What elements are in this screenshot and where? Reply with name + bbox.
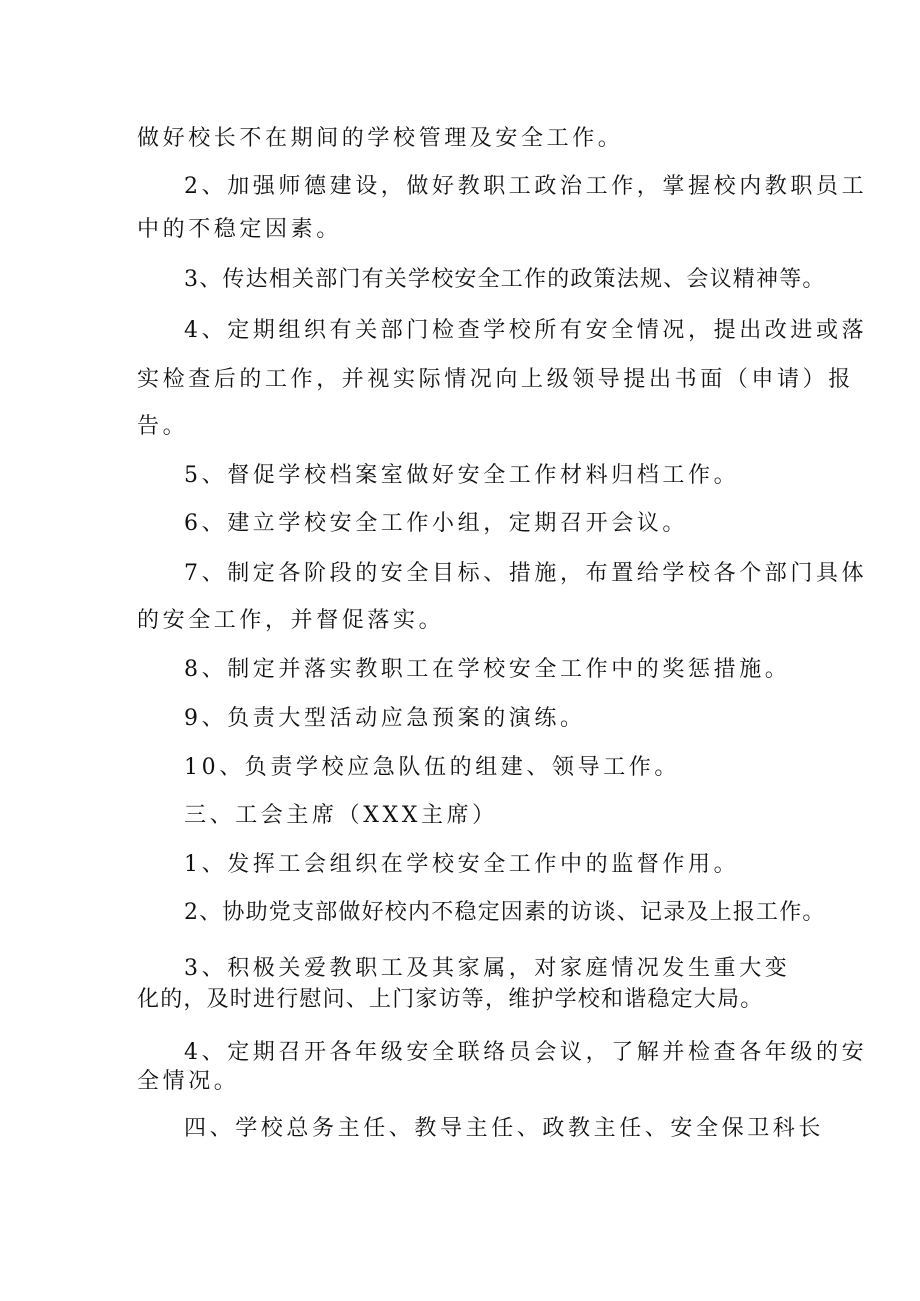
text-line: 3、积极关爱教职工及其家属，对家庭情况发生重大变 <box>184 956 791 981</box>
text-line: 10、负责学校应急队伍的组建、领导工作。 <box>184 755 680 780</box>
section-heading: 三、工会主席（XXX主席） <box>184 803 498 828</box>
text-line: 中的不稳定因素。 <box>137 217 342 242</box>
text-line: 的安全工作，并督促落实。 <box>137 608 445 633</box>
text-line: 全情况。 <box>137 1069 240 1094</box>
text-line: 化的，及时进行慰问、上门家访等，维护学校和谐稳定大局。 <box>137 987 764 1012</box>
text-line: 9、负责大型活动应急预案的演练。 <box>184 706 586 731</box>
text-line: 8、制定并落实教职工在学校安全工作中的奖惩措施。 <box>184 657 791 682</box>
text-line: 1、发挥工会组织在学校安全工作中的监督作用。 <box>184 852 740 877</box>
text-line: 4、定期组织有关部门检查学校所有安全情况，提出改进或落 <box>184 318 868 343</box>
text-line: 做好校长不在期间的学校管理及安全工作。 <box>137 126 624 151</box>
text-line: 2、加强师德建设，做好教职工政治工作，掌握校内教职员工 <box>184 174 868 199</box>
text-line: 实检查后的工作，并视实际情况向上级领导提出书面（申请）报 <box>137 367 854 392</box>
text-line: 2、协助党支部做好校内不稳定因素的访谈、记录及上报工作。 <box>184 900 826 925</box>
text-line: 4、定期召开各年级安全联络员会议，了解并检查各年级的安 <box>184 1040 868 1065</box>
text-line: 3、传达相关部门有关学校安全工作的政策法规、会议精神等。 <box>184 267 826 292</box>
text-line: 告。 <box>137 414 189 439</box>
section-heading: 四、学校总务主任、教导主任、政教主任、安全保卫科长 <box>184 1116 825 1141</box>
text-line: 7、制定各阶段的安全目标、措施，布置给学校各个部门具体 <box>184 561 868 586</box>
text-line: 6、建立学校安全工作小组，定期召开会议。 <box>184 511 688 536</box>
text-line: 5、督促学校档案室做好安全工作材料归档工作。 <box>184 463 740 488</box>
